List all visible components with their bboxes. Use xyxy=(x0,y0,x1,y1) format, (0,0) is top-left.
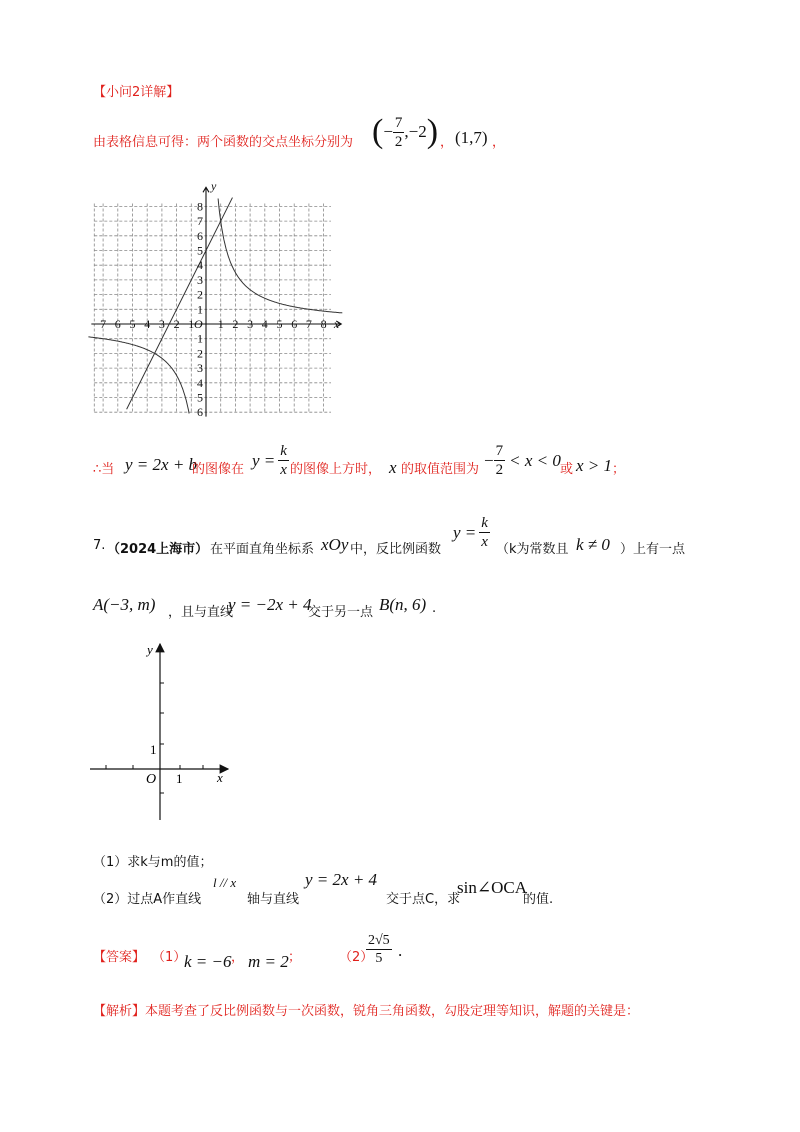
analysis-text: 本题考查了反比例函数与一次函数，锐角三角函数，勾股定理等知识，解题的关键是： xyxy=(145,1004,640,1019)
y-one-label: 1 xyxy=(150,742,157,757)
x-tick-label: 5 xyxy=(276,317,283,331)
frac-denominator: x xyxy=(280,462,287,478)
conclusion-mid2: 的图像上方时， xyxy=(290,462,382,477)
x-tick-label: 2 xyxy=(173,317,180,331)
q7-part2-a: （2）过点A作直线 xyxy=(93,892,202,907)
intersect-intro: 由表格信息可得：两个函数的交点坐标分别为 xyxy=(93,135,354,150)
y-tick-label: 6 xyxy=(197,405,203,420)
or-word: 或 xyxy=(560,462,574,477)
origin-label: O xyxy=(194,317,203,331)
point1-expression: ( − $\frac{7}{2}$ ,−2 ) xyxy=(372,113,439,150)
answer-sep: ， xyxy=(231,950,245,965)
comma: ， xyxy=(440,135,454,150)
point-a: A(−3, m) xyxy=(93,595,156,614)
point2: (1,7) xyxy=(455,128,488,147)
answer-label: 【答案】 xyxy=(93,950,146,965)
end-semicolon: ； xyxy=(612,462,626,477)
x-one-label: 1 xyxy=(176,771,183,786)
y-tick-label: 2 xyxy=(197,346,203,361)
frac-numerator: k xyxy=(280,443,287,459)
y-tick-label: 3 xyxy=(197,361,203,376)
answer-fraction xyxy=(366,932,392,967)
q7-stem5: ，且与直线 xyxy=(168,605,234,620)
range-expression xyxy=(484,442,561,479)
x-tick-label: 6 xyxy=(114,317,121,331)
y-tick-label: 1 xyxy=(197,302,203,317)
answer-p1: （1） xyxy=(152,950,187,965)
frac-denominator: 2 xyxy=(495,462,504,478)
frac-numerator: 7 xyxy=(394,114,403,131)
q7-stem1: 在平面直角坐标系 xyxy=(210,542,315,557)
frac-numerator: 2√5 xyxy=(368,933,390,948)
line-l-parallel: l // x xyxy=(213,875,237,890)
q7-stem3: （k为常数且 xyxy=(496,542,569,557)
y-tick-label: 5 xyxy=(197,243,203,258)
y-axis-label: y xyxy=(211,183,217,194)
x-tick-label: 7 xyxy=(305,317,312,331)
q7-stem2: 中，反比例函数 xyxy=(350,542,442,557)
minus-sign: − xyxy=(484,450,494,470)
conclusion-mid3: 的取值范围为 xyxy=(401,462,480,477)
y-tick-label: 3 xyxy=(197,272,203,287)
x-axis-label: x xyxy=(217,770,223,785)
frac-numerator: k xyxy=(481,515,488,531)
frac-denominator: x xyxy=(481,534,488,550)
y-tick-label: 7 xyxy=(197,214,203,229)
x-tick-label: 1 xyxy=(188,317,195,331)
var-x: x xyxy=(389,458,397,477)
analysis-label: 【解析】 xyxy=(93,1004,146,1019)
x-tick-label: 3 xyxy=(247,317,254,331)
q7-source: （2024上海市） xyxy=(107,542,209,557)
q7-number: 7. xyxy=(93,538,106,553)
x-tick-label: 4 xyxy=(261,317,268,331)
answer-k: k = −6 xyxy=(184,952,232,971)
q7-stem4: ）上有一点 xyxy=(620,542,686,557)
x-axis-label: x xyxy=(333,317,340,331)
conclusion-mid1: 的图像在 xyxy=(192,462,245,477)
x-tick-label: 5 xyxy=(129,317,136,331)
q7-part2-d: 的值. xyxy=(523,892,554,907)
y-tick-label: 5 xyxy=(197,390,203,405)
y-tick-label: 4 xyxy=(197,375,203,390)
q7-part2-b: 轴与直线 xyxy=(247,892,300,907)
point1-y: ,−2 xyxy=(404,122,427,141)
point-b: B(n, 6) xyxy=(379,595,427,614)
conclusion-prefix: ∴当 xyxy=(93,462,115,477)
hyper-lhs: y = xyxy=(252,450,276,470)
answer-p2: （2） xyxy=(339,950,374,965)
y-tick-label: 1 xyxy=(197,331,203,346)
q7-part2-eq: y = 2x + 4 xyxy=(305,870,378,889)
frac-numerator: 7 xyxy=(495,443,504,459)
y-tick-label: 6 xyxy=(197,228,203,243)
func-lhs: y = xyxy=(453,522,477,542)
x-tick-label: 8 xyxy=(320,317,327,331)
hyperbola-expression xyxy=(252,442,289,479)
x-tick-label: 1 xyxy=(217,317,224,331)
point1-fraction xyxy=(393,114,405,151)
trail-comma: ， xyxy=(492,135,506,150)
analysis-line xyxy=(93,1000,639,1019)
range-fraction xyxy=(494,442,506,479)
sin-angle-text: sin∠OCA xyxy=(457,878,527,897)
line-y-2x-5 xyxy=(127,198,233,410)
part2-heading: 【小问2详解】 xyxy=(93,85,180,100)
y-tick-label: 2 xyxy=(197,287,203,302)
line-equation: y = 2x + b xyxy=(125,455,198,474)
range-rest: < x < 0 xyxy=(509,450,561,470)
hyperbola-branch-q3 xyxy=(88,337,189,414)
q7-part2-c: 交于点C，求 xyxy=(386,892,461,907)
y-tick-label: 4 xyxy=(197,258,203,273)
q7-stem6: 交于另一点 xyxy=(308,605,374,620)
frac-denominator: 5 xyxy=(375,951,383,966)
frac-denominator: 2 xyxy=(394,133,403,150)
q7-line: y = −2x + 4 xyxy=(228,595,312,614)
range2: x > 1 xyxy=(576,456,613,475)
y-tick-label: 8 xyxy=(197,199,203,214)
answer-m: m = 2 xyxy=(248,952,289,971)
func-fraction xyxy=(479,514,490,551)
x-tick-label: 6 xyxy=(291,317,298,331)
graph-intersection xyxy=(88,183,350,423)
coord-system: xOy xyxy=(321,535,349,554)
x-tick-label: 7 xyxy=(100,317,107,331)
k-condition: k ≠ 0 xyxy=(576,535,610,554)
hyper-fraction xyxy=(278,442,289,479)
q7-part1: （1）求k与m的值； xyxy=(93,855,213,870)
minus-sign: − xyxy=(383,122,393,141)
graph-axes xyxy=(88,638,238,823)
q7-stem7: . xyxy=(432,601,437,616)
y-axis-label: y xyxy=(147,642,153,657)
answer-semi: ； xyxy=(288,950,302,965)
x-tick-label: 4 xyxy=(144,317,151,331)
q7-function xyxy=(453,514,490,551)
sin-angle xyxy=(457,878,527,898)
x-tick-label: 2 xyxy=(232,317,239,331)
origin-label: O xyxy=(146,772,157,787)
x-tick-label: 3 xyxy=(158,317,165,331)
answer-period: . xyxy=(398,941,403,960)
